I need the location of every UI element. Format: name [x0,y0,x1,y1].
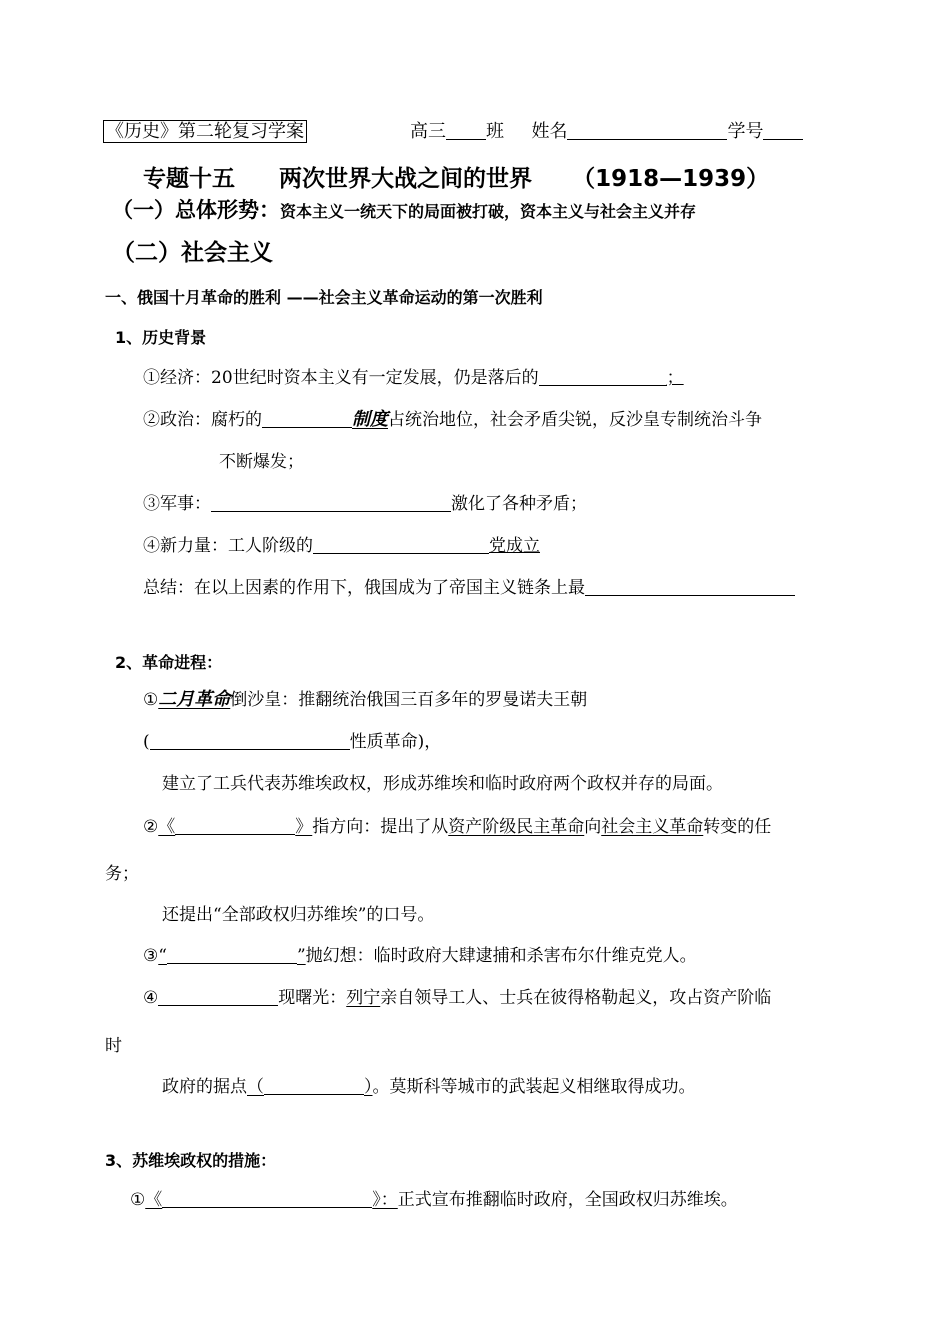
politics-prefix: ②政治：腐朽的 [143,410,262,430]
sub2-heading: 2、革命进程： [115,653,223,672]
section-overall-text: 资本主义一统天下的局面被打破，资本主义与社会主义并存 [280,202,697,221]
section-socialism-heading: （二）社会主义 [112,240,273,266]
item4-text1: 现曙光： [278,988,347,1008]
item2-text1: 指方向：提出了从 [312,817,449,837]
process-item4 [143,986,771,1010]
item4-paren-close: ） [364,1077,373,1097]
student-info [410,120,803,144]
name-label: 姓名 [531,121,568,142]
process-item1-cont: 建立了工兵代表苏维埃政权，形成苏维埃和临时政府两个政权并存的局面。 [162,774,723,794]
course-title-box: 《历史》第二轮复习学案 [103,120,307,143]
item2-wrap: 务； [105,864,139,884]
politics-cont: 不断爆发； [219,452,304,472]
military-prefix: ③军事： [143,494,211,514]
force-suffix: 党成立 [489,536,540,556]
economy-line [143,366,684,390]
item1-paren-text: 性质革命)， [349,732,442,752]
item1-text: 倒沙皇：推翻统治俄国三百多年的罗曼诺夫王朝 [230,690,588,710]
item1-nature-blank[interactable] [150,731,350,750]
summary-text: 总结：在以上因素的作用下，俄国成为了帝国主义链条上最 [143,578,585,598]
item2-num: ② [143,817,159,837]
summary-blank[interactable] [585,577,795,596]
item2-close: 》 [295,817,313,837]
politics-suffix: 占统治地位，社会矛盾尖锐，反沙皇专制统治斗争 [388,410,762,430]
force-blank[interactable] [313,535,489,554]
item4-wrap: 时 [105,1036,122,1056]
process-item1 [143,688,587,712]
part1-heading: 一、俄国十月革命的胜利 ——社会主义革命运动的第一次胜利 [105,288,543,307]
title-subtitle: 两次世界大战之间的世界 [279,166,533,192]
measure1-blank[interactable] [162,1189,372,1208]
item3-close: ” [296,946,306,966]
measure1-text: 正式宣布推翻临时政府，全国政权归苏维埃。 [397,1190,738,1210]
summary-line [143,576,795,600]
title-main: 专题十五 [143,166,235,192]
force-line [143,534,540,558]
item3-text: 抛幻想：临时政府大肆逮捕和杀害布尔什维克党人。 [305,946,697,966]
military-blank[interactable] [211,493,451,512]
title-years: （1918—1939） [572,166,770,192]
process-item2 [143,815,771,839]
measure-item1 [130,1188,738,1212]
section-overall [112,194,696,224]
economy-label: ①经济：20世纪时资本主义有一定发展，仍是落后的 [143,368,539,388]
force-prefix: ④新力量：工人阶级的 [143,536,313,556]
item1-num: ① [143,690,159,710]
item2-cont: 还提出“全部政权归苏维埃”的口号。 [162,905,435,925]
grade-label: 高三 [410,121,446,142]
item4-paren-open: （ [247,1077,264,1097]
item1-fill: 二月革命 [158,689,231,710]
military-suffix: 激化了各种矛盾； [451,494,587,514]
page-title [143,160,769,193]
class-blank[interactable] [446,121,486,140]
economy-end: ； [666,368,684,388]
item4-cont [162,1075,696,1099]
section-overall-heading: （一）总体形势： [112,198,280,222]
id-label: 学号 [727,121,764,142]
item2-text2: 向 [584,817,602,837]
item3-num: ③ [143,946,159,966]
item4-stronghold-blank[interactable] [264,1076,364,1095]
sub3-heading: 3、苏维埃政权的措施： [105,1151,277,1170]
name-blank[interactable] [567,121,727,140]
header-row [103,120,307,144]
process-item3 [143,944,697,968]
item3-blank[interactable] [167,945,297,964]
item3-open: “ [158,946,167,966]
item4-cont-prefix: 政府的据点 [162,1077,247,1097]
class-label: 班 [486,121,504,142]
politics-fill: 制度 [352,409,388,430]
item2-text3: 转变的任 [703,817,772,837]
item2-term1: 资产阶级民主革命 [448,817,585,837]
item1-paren-open: ( [143,732,150,752]
item4-term: 列宁 [346,988,381,1008]
item4-text2: 亲自领导工人、士兵在彼得格勒起义，攻占资产阶临 [380,988,772,1008]
item2-blank[interactable] [175,816,295,835]
item4-blank[interactable] [158,987,278,1006]
economy-blank[interactable] [539,367,667,386]
item4-cont-suffix: 。莫斯科等城市的武装起义相继取得成功。 [372,1077,696,1097]
process-item1-paren [143,730,441,754]
item2-open: 《 [158,817,176,837]
item2-term2: 社会主义革命 [601,817,704,837]
measure1-close: 》： [372,1190,398,1210]
item4-num: ④ [143,988,159,1008]
measure1-open: 《 [145,1190,163,1210]
military-line [143,492,587,516]
politics-line [143,408,762,432]
measure1-num: ① [130,1190,146,1210]
id-blank[interactable] [763,121,803,140]
sub1-heading: 1、历史背景 [115,328,207,347]
politics-blank[interactable] [262,409,352,428]
